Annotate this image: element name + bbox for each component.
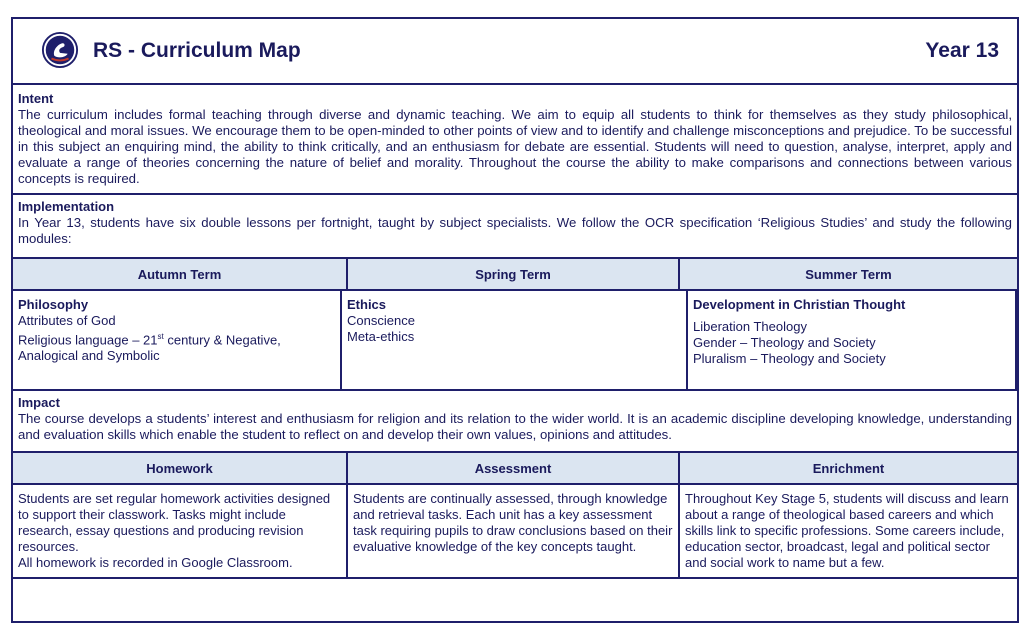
autumn-line-2-rest: century & Negative,: [163, 332, 281, 348]
implementation-section: [13, 195, 1017, 257]
autumn-heading: Philosophy: [18, 297, 89, 312]
enrichment-text: Throughout Key Stage 5, students will discuss and learn about a range of theological based careers and which skills link to specific professions. Some careers include, education sector, broadcast, legal and political sector and social work to name but a few.: [685, 491, 1009, 570]
homework-header: Homework: [13, 453, 348, 483]
homework-text: Students are set regular homework activities designed to support their classwork. Tasks might include research, essay questions and producing revision resources.: [18, 491, 331, 554]
divider: [13, 577, 1017, 579]
autumn-line-2: [18, 329, 335, 348]
homework-cell: [13, 485, 348, 577]
ordinal-suffix: st: [157, 332, 164, 341]
header-bar: [11, 17, 1019, 85]
assessment-text: Students are continually assessed, through knowledge and retrieval tasks. Each unit has a key assessment task requiring pupils to draw conclusions based on their evaluative knowledge of the key concepts taught.: [353, 491, 673, 554]
autumn-line-1: Attributes of God: [18, 313, 116, 328]
summer-line-2: Gender – Theology and Society: [693, 335, 876, 350]
page-title: RS - Curriculum Map: [93, 39, 301, 62]
assessment-cell: [348, 485, 680, 577]
summer-line-1: Liberation Theology: [693, 319, 807, 334]
spring-term-cell: [342, 291, 688, 389]
intent-heading: Intent: [18, 91, 54, 106]
autumn-term-header: Autumn Term: [13, 259, 348, 289]
homework-text-2: All homework is recorded in Google Classroom.: [18, 555, 293, 570]
school-logo-icon: [41, 31, 79, 69]
spring-heading: Ethics: [347, 297, 387, 312]
terms-content-row: [13, 291, 1017, 389]
autumn-line-3: Analogical and Symbolic: [18, 348, 160, 364]
intent-text: The curriculum includes formal teaching through diverse and dynamic teaching. We aim to equip all students to think for themselves as they study philosophical, theological and moral issues. We encourage them to be open-minded to other points of view and to identify and challenge misconceptions and prejudice. To be successful in this subject an enquiring mind, the ability to think critically, and an enthusiasm for debate are essential. Students will need to question, analyse, interpret, apply and evaluate a range of theories concerning the nature of belief and morality. Throughout the course the ability to make comparisons and connections between various concepts is required.: [18, 107, 1012, 186]
summer-heading: Development in Christian Thought: [693, 297, 906, 312]
intent-section: [13, 87, 1017, 195]
year-label: Year 13: [925, 39, 999, 62]
autumn-term-cell: [13, 291, 342, 389]
impact-text: The course develops a students’ interest and enthusiasm for religion and its relation to the wider world. It is an academic discipline developing knowledge, understanding and evaluation skills which enable the student to reflect on and develop their own values, opinions and attitudes.: [18, 411, 1012, 442]
impact-heading: Impact: [18, 395, 60, 410]
bottom-content-row: [13, 485, 1017, 577]
spring-line-1: Conscience: [347, 313, 415, 328]
impact-section: [13, 391, 1017, 451]
spring-line-2: Meta-ethics: [347, 329, 415, 344]
autumn-line-2-text: Religious language – 21: [18, 332, 158, 348]
implementation-heading: Implementation: [18, 199, 115, 214]
summer-term-cell: [688, 291, 1017, 389]
enrichment-header: Enrichment: [680, 453, 1017, 483]
assessment-header: Assessment: [348, 453, 680, 483]
spring-term-header: Spring Term: [348, 259, 680, 289]
bottom-header-row: [13, 453, 1017, 483]
implementation-text: In Year 13, students have six double lessons per fortnight, taught by subject specialists. We follow the OCR specification ‘Religious Studies’ and study the following modules:: [18, 215, 1012, 246]
summer-line-3: Pluralism – Theology and Society: [693, 351, 886, 366]
terms-header-row: [13, 259, 1017, 289]
enrichment-cell: [680, 485, 1017, 577]
summer-term-header: Summer Term: [680, 259, 1017, 289]
